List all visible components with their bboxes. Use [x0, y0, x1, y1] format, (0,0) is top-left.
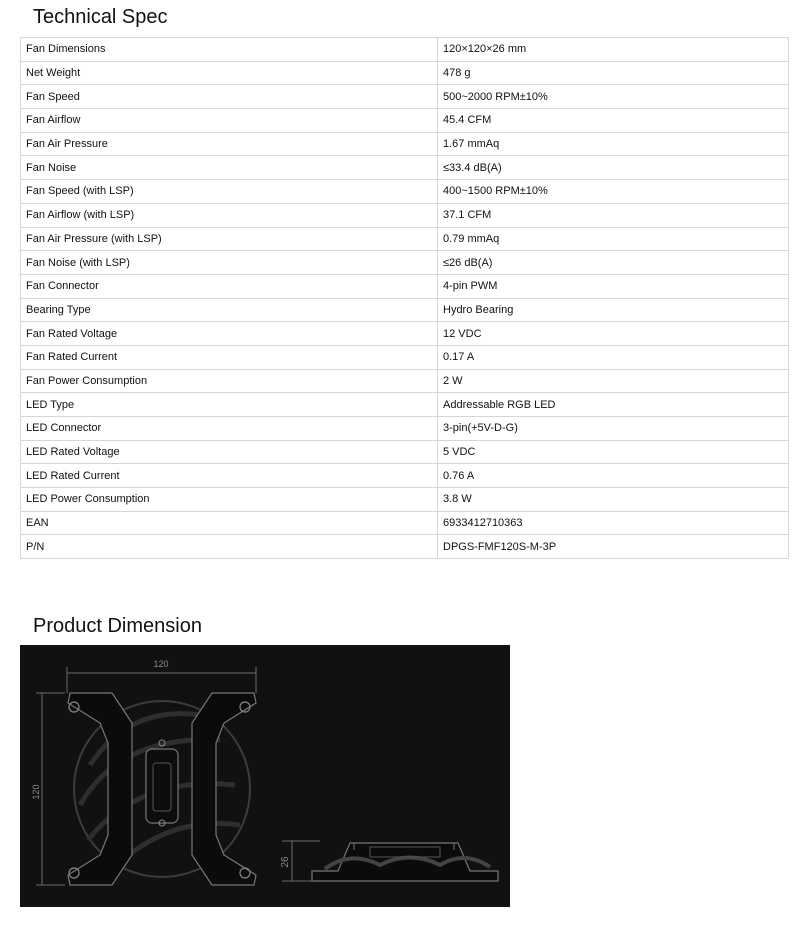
spec-label: Net Weight	[21, 61, 438, 85]
table-row	[21, 322, 789, 346]
spec-value: Addressable RGB LED	[438, 393, 789, 417]
spec-label: Fan Dimensions	[21, 38, 438, 62]
table-row	[21, 274, 789, 298]
spec-value: 0.79 mmAq	[438, 227, 789, 251]
spec-label: Fan Air Pressure (with LSP)	[21, 227, 438, 251]
spec-value: 478 g	[438, 61, 789, 85]
table-row	[21, 38, 789, 62]
table-row	[21, 227, 789, 251]
spec-value: 4-pin PWM	[438, 274, 789, 298]
table-row	[21, 440, 789, 464]
spec-label: Fan Rated Voltage	[21, 322, 438, 346]
center-hub	[146, 749, 178, 823]
spec-label: Fan Speed (with LSP)	[21, 180, 438, 204]
spec-label: LED Power Consumption	[21, 488, 438, 512]
table-row	[21, 345, 789, 369]
spec-value: 400~1500 RPM±10%	[438, 180, 789, 204]
spec-label: Fan Noise	[21, 156, 438, 180]
spec-label: Bearing Type	[21, 298, 438, 322]
spec-value: DPGS-FMF120S-M-3P	[438, 535, 789, 559]
spec-label: LED Rated Voltage	[21, 440, 438, 464]
left-frame-bracket	[68, 693, 132, 885]
technical-spec-title: Technical Spec	[33, 6, 168, 28]
spec-label: EAN	[21, 511, 438, 535]
table-row	[21, 464, 789, 488]
spec-value: 1.67 mmAq	[438, 132, 789, 156]
spec-label: Fan Air Pressure	[21, 132, 438, 156]
table-row	[21, 156, 789, 180]
table-row	[21, 417, 789, 441]
spec-label: P/N	[21, 535, 438, 559]
spec-value: 45.4 CFM	[438, 109, 789, 133]
spec-label: Fan Airflow	[21, 109, 438, 133]
table-row	[21, 393, 789, 417]
spec-label: Fan Power Consumption	[21, 369, 438, 393]
spec-label: Fan Speed	[21, 85, 438, 109]
table-row	[21, 369, 789, 393]
height-dimension-label: 120	[31, 784, 41, 800]
table-row	[21, 85, 789, 109]
spec-value: 12 VDC	[438, 322, 789, 346]
spec-value: 6933412710363	[438, 511, 789, 535]
table-row	[21, 298, 789, 322]
table-row	[21, 61, 789, 85]
spec-label: Fan Connector	[21, 274, 438, 298]
spec-value: 0.76 A	[438, 464, 789, 488]
table-row	[21, 180, 789, 204]
spec-label: LED Connector	[21, 417, 438, 441]
fan-dimension-drawing	[20, 645, 510, 907]
spec-label: Fan Rated Current	[21, 345, 438, 369]
spec-label: Fan Noise (with LSP)	[21, 251, 438, 275]
table-row	[21, 511, 789, 535]
spec-value: 0.17 A	[438, 345, 789, 369]
table-row	[21, 488, 789, 512]
spec-value: Hydro Bearing	[438, 298, 789, 322]
spec-value: 3.8 W	[438, 488, 789, 512]
table-row	[21, 132, 789, 156]
table-row	[21, 535, 789, 559]
table-row	[21, 251, 789, 275]
spec-value: 120×120×26 mm	[438, 38, 789, 62]
fan-front-view	[68, 693, 256, 885]
thickness-dimension-label: 26	[280, 856, 291, 868]
spec-value: ≤33.4 dB(A)	[438, 156, 789, 180]
spec-value: 2 W	[438, 369, 789, 393]
spec-label: Fan Airflow (with LSP)	[21, 203, 438, 227]
table-row	[21, 203, 789, 227]
spec-label: LED Type	[21, 393, 438, 417]
spec-value: 5 VDC	[438, 440, 789, 464]
spec-value: 3-pin(+5V-D-G)	[438, 417, 789, 441]
width-dimension-label: 120	[153, 659, 169, 669]
spec-label: LED Rated Current	[21, 464, 438, 488]
spec-value: 37.1 CFM	[438, 203, 789, 227]
product-dimension-title: Product Dimension	[33, 615, 202, 637]
fan-side-view	[312, 843, 498, 881]
spec-value: 500~2000 RPM±10%	[438, 85, 789, 109]
spec-table	[20, 37, 789, 559]
right-frame-bracket	[192, 693, 256, 885]
spec-value: ≤26 dB(A)	[438, 251, 789, 275]
table-row	[21, 109, 789, 133]
dimension-drawing-panel	[20, 645, 510, 907]
